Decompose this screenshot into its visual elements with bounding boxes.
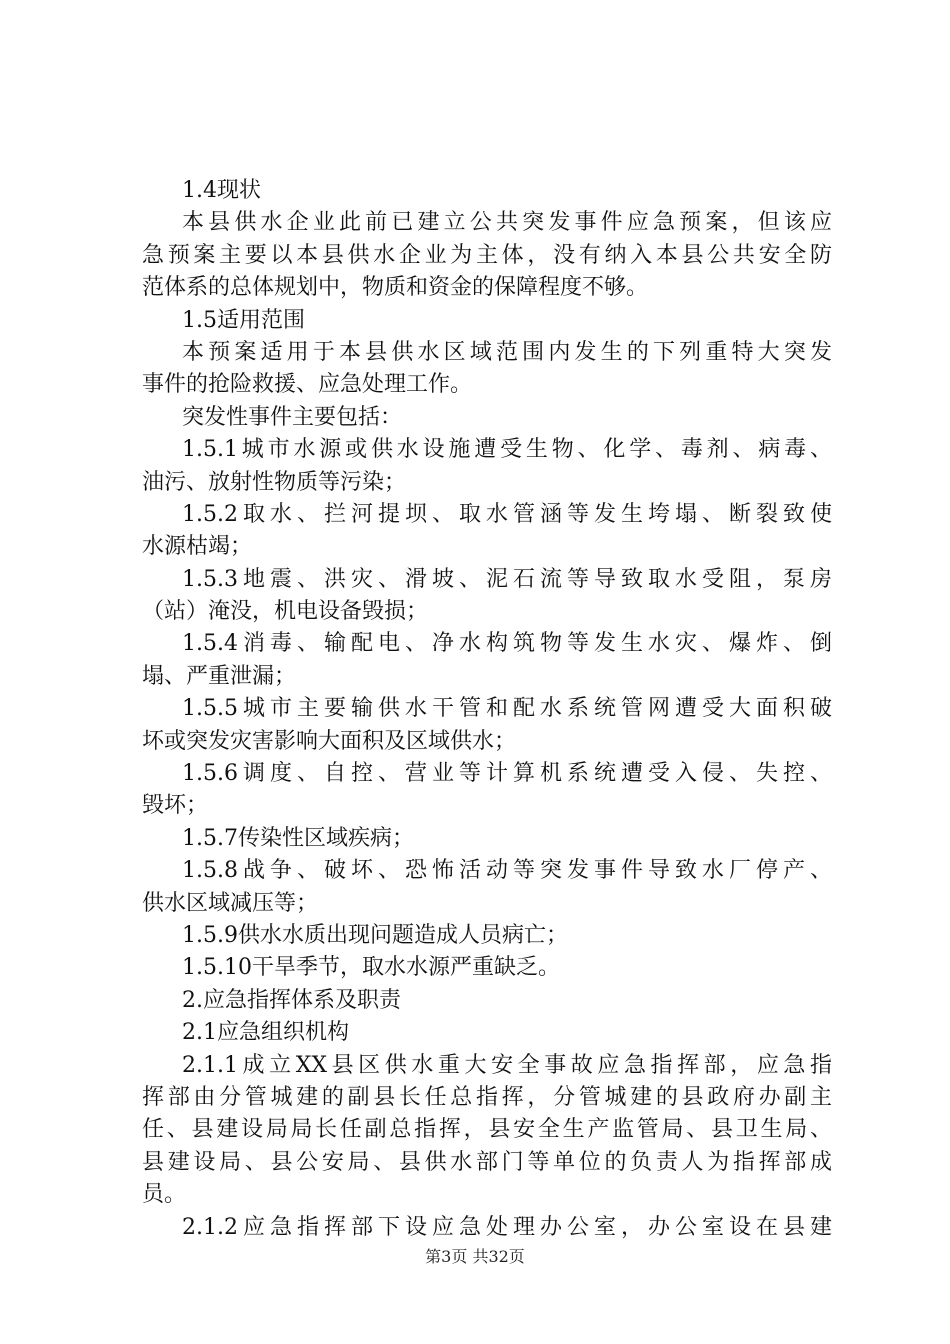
list-item-1-5-3: 1.5.3地震、洪灾、滑坡、泥石流等导致取水受阻，泵房 bbox=[182, 566, 832, 592]
paragraph-line: 范体系的总体规划中，物质和资金的保障程度不够。 bbox=[142, 275, 649, 301]
list-item-1-5-10: 1.5.10干旱季节，取水水源严重缺乏。 bbox=[182, 955, 560, 981]
list-item-1-5-7: 1.5.7传染性区域疾病； bbox=[182, 825, 414, 851]
heading-1-5: 1.5适用范围 bbox=[182, 307, 305, 333]
list-item-continuation: 毁坏； bbox=[142, 793, 209, 819]
heading-2-1: 2.1应急组织机构 bbox=[182, 1020, 349, 1046]
paragraph-line: 县建设局、县公安局、县供水部门等单位的负责人为指挥部成 bbox=[142, 1149, 832, 1175]
paragraph-2-1-2: 2.1.2应急指挥部下设应急处理办公室，办公室设在县建 bbox=[182, 1214, 832, 1240]
list-item-1-5-5: 1.5.5城市主要输供水干管和配水系统管网遭受大面积破 bbox=[182, 696, 832, 722]
list-item-continuation: 坏或突发灾害影响大面积及区域供水； bbox=[142, 728, 517, 754]
list-item-continuation: 供水区域减压等； bbox=[142, 890, 319, 916]
paragraph-line: 本县供水企业此前已建立公共突发事件应急预案，但该应 bbox=[182, 210, 832, 236]
list-item-continuation: 水源枯竭； bbox=[142, 534, 253, 560]
paragraph-line: 任、县建设局局长任副总指挥，县安全生产监管局、县卫生局、 bbox=[142, 1117, 832, 1143]
list-item-1-5-4: 1.5.4消毒、输配电、净水构筑物等发生水灾、爆炸、倒 bbox=[182, 631, 832, 657]
paragraph-line: 急预案主要以本县供水企业为主体，没有纳入本县公共安全防 bbox=[142, 242, 832, 268]
list-item-1-5-2: 1.5.2取水、拦河提坝、取水管涵等发生垮塌、断裂致使 bbox=[182, 501, 832, 527]
list-item-1-5-8: 1.5.8战争、破坏、恐怖活动等突发事件导致水厂停产、 bbox=[182, 858, 832, 884]
paragraph-line: 挥部由分管城建的副县长任总指挥，分管城建的县政府办副主 bbox=[142, 1084, 832, 1110]
heading-2: 2.应急指挥体系及职责 bbox=[182, 987, 401, 1013]
list-item-continuation: （站）淹没，机电设备毁损； bbox=[142, 599, 429, 625]
paragraph-line: 突发性事件主要包括： bbox=[182, 404, 403, 430]
list-item-1-5-9: 1.5.9供水水质出现问题造成人员病亡； bbox=[182, 922, 568, 948]
document-body bbox=[142, 175, 832, 1244]
list-item-continuation: 油污、放射性物质等污染； bbox=[142, 469, 407, 495]
list-item-1-5-6: 1.5.6调度、自控、营业等计算机系统遭受入侵、失控、 bbox=[182, 761, 832, 787]
paragraph-2-1-1: 2.1.1成立XX县区供水重大安全事故应急指挥部，应急指 bbox=[182, 1052, 832, 1078]
list-item-1-5-1: 1.5.1城市水源或供水设施遭受生物、化学、毒剂、病毒、 bbox=[182, 437, 832, 463]
page-number-footer: 第3页 共32页 bbox=[425, 1247, 525, 1266]
list-item-continuation: 塌、严重泄漏； bbox=[142, 663, 297, 689]
paragraph-line: 本预案适用于本县供水区域范围内发生的下列重特大突发 bbox=[182, 339, 832, 365]
paragraph-line: 员。 bbox=[142, 1182, 187, 1208]
heading-1-4: 1.4现状 bbox=[182, 178, 261, 203]
paragraph-line: 事件的抢险救援、应急处理工作。 bbox=[142, 372, 473, 398]
